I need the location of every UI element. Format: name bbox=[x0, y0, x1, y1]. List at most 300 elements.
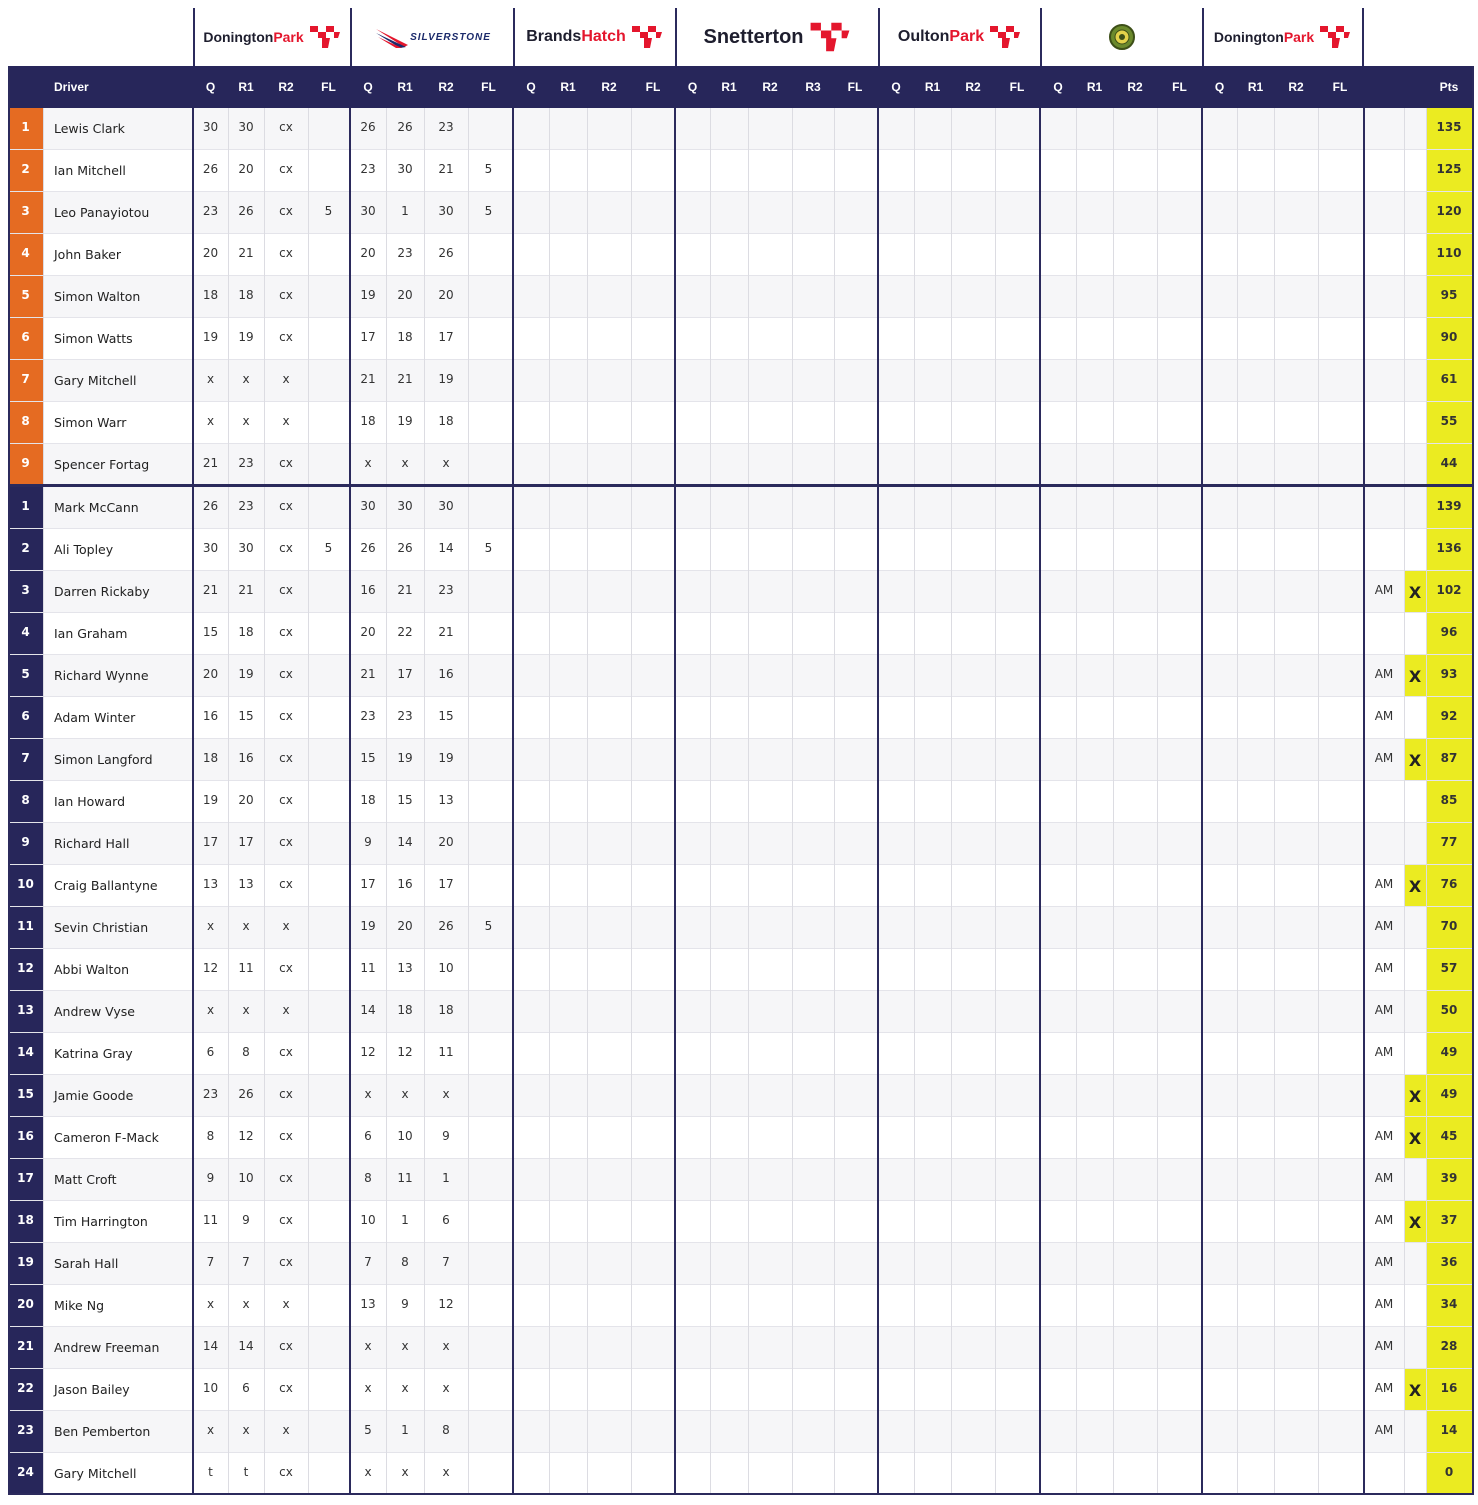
result-cell: x bbox=[282, 919, 290, 933]
column-header-q: Q bbox=[687, 80, 698, 94]
points-total: 61 bbox=[1426, 360, 1472, 402]
points-total: 96 bbox=[1426, 613, 1472, 655]
x-mark bbox=[1404, 192, 1426, 234]
result-cell bbox=[468, 1285, 509, 1327]
result-cell bbox=[308, 823, 349, 865]
result-cell: 11 bbox=[397, 1171, 413, 1185]
x-mark bbox=[1404, 318, 1426, 360]
column-divider bbox=[308, 108, 309, 1493]
points-total: 36 bbox=[1426, 1243, 1472, 1285]
am-badge: AM bbox=[1374, 961, 1394, 975]
am-badge bbox=[1364, 402, 1404, 444]
driver-name: Matt Croft bbox=[54, 1172, 117, 1187]
points-total: 37 bbox=[1426, 1201, 1472, 1243]
result-cell: x bbox=[242, 919, 250, 933]
position-number: 9 bbox=[8, 444, 43, 486]
x-mark bbox=[1404, 613, 1426, 655]
column-header-fl: FL bbox=[481, 80, 496, 94]
am-badge: AM bbox=[1374, 1339, 1394, 1353]
result-cell bbox=[468, 1243, 509, 1285]
points-total: 125 bbox=[1426, 150, 1472, 192]
venue-name-text: SILVERSTONE bbox=[410, 31, 491, 43]
result-cell: 18 bbox=[397, 330, 413, 344]
result-cell: 20 bbox=[202, 667, 219, 681]
result-cell bbox=[308, 276, 349, 318]
result-cell bbox=[308, 1243, 349, 1285]
column-divider bbox=[1113, 108, 1114, 1493]
position-number: 6 bbox=[8, 318, 43, 360]
position-number: 2 bbox=[8, 150, 43, 192]
position-number: 6 bbox=[8, 697, 43, 739]
venue-name bbox=[704, 20, 852, 54]
column-divider bbox=[1237, 108, 1238, 1493]
result-cell: 19 bbox=[360, 288, 376, 302]
result-cell: cx bbox=[279, 877, 293, 891]
result-cell: 15 bbox=[360, 751, 376, 765]
result-cell bbox=[308, 991, 349, 1033]
result-cell bbox=[468, 1033, 509, 1075]
result-cell: cx bbox=[279, 751, 293, 765]
result-cell: 5 bbox=[484, 162, 493, 176]
result-cell bbox=[308, 1033, 349, 1075]
table-right-border bbox=[1472, 66, 1474, 1495]
result-cell: x bbox=[364, 1087, 372, 1101]
result-cell: 16 bbox=[438, 667, 454, 681]
result-cell: 26 bbox=[438, 919, 454, 933]
x-mark: X bbox=[1404, 739, 1426, 781]
result-cell bbox=[308, 739, 349, 781]
column-divider bbox=[674, 108, 676, 1493]
driver-name: Cameron F-Mack bbox=[54, 1130, 159, 1145]
x-mark: X bbox=[1404, 571, 1426, 613]
result-cell: 6 bbox=[206, 1045, 215, 1059]
column-header-q: Q bbox=[1053, 80, 1063, 94]
result-cell: 1 bbox=[401, 204, 409, 218]
result-cell: x bbox=[206, 372, 215, 386]
driver-name: Darren Rickaby bbox=[54, 584, 150, 599]
result-cell bbox=[468, 234, 509, 276]
result-cell: 8 bbox=[364, 1171, 372, 1185]
driver-name: Jason Bailey bbox=[54, 1382, 130, 1397]
venue-name-dark: Snetterton bbox=[703, 25, 804, 48]
points-total: 45 bbox=[1426, 1117, 1472, 1159]
result-cell: 8 bbox=[242, 1045, 250, 1059]
points-total: 85 bbox=[1426, 781, 1472, 823]
result-cell: cx bbox=[279, 541, 293, 555]
result-cell bbox=[468, 402, 509, 444]
result-cell: x bbox=[442, 1381, 450, 1395]
result-cell: cx bbox=[279, 1171, 293, 1185]
am-badge bbox=[1364, 192, 1404, 234]
result-cell: 8 bbox=[442, 1423, 450, 1437]
result-cell: x bbox=[364, 1381, 372, 1395]
result-cell: 16 bbox=[360, 583, 376, 597]
driver-name: Ben Pemberton bbox=[54, 1424, 151, 1439]
silverstone-arrow-icon bbox=[374, 25, 410, 49]
result-cell: 15 bbox=[397, 793, 413, 807]
am-badge: AM bbox=[1374, 709, 1394, 723]
position-number: 1 bbox=[8, 487, 43, 529]
am-badge: AM bbox=[1374, 1129, 1394, 1143]
result-cell bbox=[468, 949, 509, 991]
result-cell: x bbox=[282, 1297, 290, 1311]
result-cell: 23 bbox=[397, 709, 413, 723]
result-cell: cx bbox=[279, 1465, 293, 1479]
result-cell: 23 bbox=[202, 204, 219, 218]
column-header-r1: R1 bbox=[721, 80, 737, 94]
position-number: 10 bbox=[8, 865, 43, 907]
am-badge: AM bbox=[1374, 1003, 1394, 1017]
result-cell: 14 bbox=[202, 1339, 219, 1353]
result-cell: 20 bbox=[397, 919, 413, 933]
result-cell: x bbox=[442, 1339, 450, 1353]
result-cell: 11 bbox=[202, 1213, 219, 1227]
result-cell: 15 bbox=[238, 709, 254, 723]
result-cell bbox=[468, 823, 509, 865]
position-number: 4 bbox=[8, 613, 43, 655]
venue-name bbox=[526, 24, 664, 50]
x-mark bbox=[1404, 402, 1426, 444]
result-cell: 1 bbox=[401, 1423, 409, 1437]
driver-name: Sarah Hall bbox=[54, 1256, 119, 1271]
points-total: 93 bbox=[1426, 655, 1472, 697]
column-header-q: Q bbox=[891, 80, 901, 94]
result-cell: 13 bbox=[397, 961, 413, 975]
result-cell bbox=[468, 1453, 509, 1495]
result-cell: 13 bbox=[238, 877, 254, 891]
x-mark bbox=[1404, 991, 1426, 1033]
result-cell: 14 bbox=[238, 1339, 254, 1353]
am-badge bbox=[1364, 487, 1404, 529]
position-number: 3 bbox=[8, 571, 43, 613]
driver-name: Tim Harrington bbox=[54, 1214, 148, 1229]
column-header-driver: Driver bbox=[54, 80, 89, 94]
result-cell: 26 bbox=[202, 499, 219, 513]
result-cell bbox=[468, 444, 509, 486]
column-divider bbox=[834, 108, 835, 1493]
result-cell: 9 bbox=[242, 1213, 250, 1227]
column-header-r1: R1 bbox=[1086, 80, 1103, 94]
venue-name bbox=[898, 24, 1022, 50]
result-cell: 8 bbox=[401, 1255, 409, 1269]
driver-name: Ian Howard bbox=[54, 794, 126, 809]
driver-name: Simon Walton bbox=[54, 289, 141, 304]
result-cell bbox=[308, 1075, 349, 1117]
column-divider bbox=[710, 108, 711, 1493]
points-total: 92 bbox=[1426, 697, 1472, 739]
column-divider bbox=[877, 108, 879, 1493]
result-cell: 21 bbox=[238, 246, 254, 260]
result-cell: 12 bbox=[438, 1297, 454, 1311]
result-cell: 18 bbox=[202, 751, 219, 765]
position-number: 8 bbox=[8, 402, 43, 444]
column-header-fl: FL bbox=[321, 80, 336, 94]
result-cell bbox=[468, 1369, 509, 1411]
result-cell: 26 bbox=[360, 120, 376, 134]
result-cell: cx bbox=[279, 1045, 293, 1059]
result-cell: 12 bbox=[238, 1129, 254, 1143]
result-cell: 5 bbox=[484, 919, 493, 933]
am-badge: AM bbox=[1374, 1171, 1394, 1185]
driver-name: Richard Hall bbox=[54, 836, 130, 851]
result-cell: x bbox=[282, 414, 290, 428]
x-mark bbox=[1404, 823, 1426, 865]
result-cell: x bbox=[206, 919, 215, 933]
result-cell bbox=[468, 991, 509, 1033]
points-total: 136 bbox=[1426, 529, 1472, 571]
column-divider bbox=[951, 108, 952, 1493]
result-cell: 10 bbox=[360, 1213, 376, 1227]
result-cell: 14 bbox=[397, 835, 413, 849]
result-cell: 30 bbox=[360, 499, 376, 513]
points-total: 34 bbox=[1426, 1285, 1472, 1327]
result-cell: x bbox=[206, 1003, 215, 1017]
am-badge bbox=[1364, 823, 1404, 865]
column-divider bbox=[228, 108, 229, 1493]
result-cell: 19 bbox=[202, 793, 219, 807]
result-cell: 14 bbox=[438, 541, 454, 555]
result-cell: 18 bbox=[202, 288, 219, 302]
points-total: 77 bbox=[1426, 823, 1472, 865]
venue-logo-3 bbox=[513, 8, 675, 66]
result-cell: 19 bbox=[438, 751, 454, 765]
result-cell bbox=[468, 318, 509, 360]
result-cell: cx bbox=[279, 456, 293, 470]
points-total: 16 bbox=[1426, 1369, 1472, 1411]
result-cell: 26 bbox=[397, 541, 413, 555]
chequered-flag-icon bbox=[1318, 24, 1352, 50]
venue-badge-icon bbox=[1108, 23, 1136, 51]
result-cell: x bbox=[242, 1003, 250, 1017]
points-total: 90 bbox=[1426, 318, 1472, 360]
result-cell: cx bbox=[279, 120, 293, 134]
result-cell bbox=[308, 865, 349, 907]
result-cell: 26 bbox=[438, 246, 454, 260]
result-cell: 5 bbox=[484, 541, 493, 555]
result-cell: x bbox=[282, 1003, 290, 1017]
result-cell: 19 bbox=[397, 751, 413, 765]
result-cell: cx bbox=[279, 246, 293, 260]
result-cell: x bbox=[401, 1087, 409, 1101]
result-cell: 21 bbox=[438, 625, 454, 639]
column-divider bbox=[424, 108, 425, 1493]
venue-name bbox=[374, 25, 491, 49]
venue-logo-1 bbox=[193, 8, 350, 66]
x-mark bbox=[1404, 1243, 1426, 1285]
result-cell: x bbox=[401, 1381, 409, 1395]
result-cell: t bbox=[243, 1465, 249, 1479]
position-number: 16 bbox=[8, 1117, 43, 1159]
result-cell: 6 bbox=[364, 1129, 372, 1143]
position-number: 18 bbox=[8, 1201, 43, 1243]
result-cell: 15 bbox=[438, 709, 454, 723]
x-mark bbox=[1404, 1159, 1426, 1201]
driver-name: Andrew Vyse bbox=[54, 1004, 135, 1019]
venue-name-dark: Donington bbox=[203, 29, 274, 45]
am-badge: AM bbox=[1374, 667, 1394, 681]
result-cell: 16 bbox=[238, 751, 254, 765]
venue-name bbox=[203, 24, 341, 50]
result-cell: 17 bbox=[397, 667, 413, 681]
result-cell: 1 bbox=[401, 1213, 409, 1227]
result-cell: cx bbox=[279, 667, 293, 681]
am-badge: AM bbox=[1374, 1381, 1394, 1395]
result-cell: 20 bbox=[397, 288, 413, 302]
column-divider bbox=[1363, 108, 1365, 1493]
column-header-q: Q bbox=[526, 80, 536, 94]
result-cell: 30 bbox=[202, 541, 219, 555]
result-cell: 17 bbox=[238, 835, 254, 849]
result-cell: 21 bbox=[360, 667, 376, 681]
am-badge: AM bbox=[1374, 1255, 1394, 1269]
column-divider bbox=[631, 108, 632, 1493]
driver-name: Ian Mitchell bbox=[54, 163, 126, 178]
column-header-pts: Pts bbox=[1439, 80, 1459, 94]
result-cell: cx bbox=[279, 709, 293, 723]
result-cell: 23 bbox=[438, 583, 454, 597]
result-cell: x bbox=[206, 414, 215, 428]
venue-name-red: Park bbox=[1283, 29, 1315, 45]
column-divider bbox=[264, 108, 265, 1493]
x-mark bbox=[1404, 1453, 1426, 1495]
points-total: 95 bbox=[1426, 276, 1472, 318]
result-cell: cx bbox=[279, 583, 293, 597]
result-cell bbox=[308, 444, 349, 486]
result-cell: 21 bbox=[438, 162, 454, 176]
result-cell: 5 bbox=[324, 541, 333, 555]
result-cell: cx bbox=[279, 961, 293, 975]
venue-logo-6 bbox=[1040, 8, 1202, 66]
result-cell bbox=[308, 1201, 349, 1243]
result-cell: 30 bbox=[397, 162, 413, 176]
driver-name: Simon Warr bbox=[54, 415, 127, 430]
column-header-q: Q bbox=[205, 80, 216, 94]
result-cell bbox=[308, 1117, 349, 1159]
result-cell: 19 bbox=[202, 330, 219, 344]
column-divider bbox=[914, 108, 915, 1493]
result-cell: x bbox=[242, 1423, 250, 1437]
result-cell: 18 bbox=[438, 414, 454, 428]
position-number: 23 bbox=[8, 1411, 43, 1453]
driver-name: Gary Mitchell bbox=[54, 1466, 137, 1481]
x-mark bbox=[1404, 907, 1426, 949]
column-divider bbox=[1426, 108, 1427, 1493]
result-cell bbox=[308, 571, 349, 613]
result-cell bbox=[468, 276, 509, 318]
result-cell bbox=[308, 1285, 349, 1327]
result-cell: 13 bbox=[202, 877, 219, 891]
driver-name: Craig Ballantyne bbox=[54, 878, 158, 893]
result-cell bbox=[308, 1369, 349, 1411]
result-cell: 23 bbox=[202, 1087, 219, 1101]
driver-name: John Baker bbox=[54, 247, 122, 262]
result-cell: 20 bbox=[202, 246, 219, 260]
result-cell: 21 bbox=[397, 372, 413, 386]
column-header-q: Q bbox=[363, 80, 373, 94]
result-cell: 12 bbox=[202, 961, 219, 975]
driver-name: Mark McCann bbox=[54, 500, 139, 515]
result-cell bbox=[308, 1159, 349, 1201]
column-header-r1: R1 bbox=[1247, 80, 1264, 94]
driver-name: Jamie Goode bbox=[54, 1088, 134, 1103]
result-cell bbox=[468, 360, 509, 402]
result-cell: cx bbox=[279, 793, 293, 807]
x-mark bbox=[1404, 949, 1426, 991]
result-cell bbox=[308, 907, 349, 949]
result-cell: 30 bbox=[238, 120, 254, 134]
result-cell: 30 bbox=[397, 499, 413, 513]
result-cell bbox=[468, 571, 509, 613]
position-number: 9 bbox=[8, 823, 43, 865]
am-badge: AM bbox=[1374, 1423, 1394, 1437]
points-total: 135 bbox=[1426, 108, 1472, 150]
result-cell bbox=[308, 1327, 349, 1369]
result-cell: 21 bbox=[360, 372, 376, 386]
column-divider bbox=[512, 108, 514, 1493]
result-cell: 8 bbox=[206, 1129, 215, 1143]
points-total: 28 bbox=[1426, 1327, 1472, 1369]
x-mark bbox=[1404, 1285, 1426, 1327]
points-total: 110 bbox=[1426, 234, 1472, 276]
result-cell: x bbox=[442, 1087, 450, 1101]
result-cell: cx bbox=[279, 204, 293, 218]
venue-logo-7 bbox=[1202, 8, 1364, 66]
column-header-r2: R2 bbox=[1288, 80, 1304, 94]
result-cell: x bbox=[364, 1339, 372, 1353]
result-cell: 9 bbox=[364, 835, 372, 849]
am-badge: AM bbox=[1374, 919, 1394, 933]
result-cell bbox=[468, 1075, 509, 1117]
x-mark bbox=[1404, 360, 1426, 402]
driver-name: Katrina Gray bbox=[54, 1046, 133, 1061]
result-cell: 30 bbox=[202, 120, 219, 134]
column-divider bbox=[1274, 108, 1275, 1493]
result-cell: 17 bbox=[360, 330, 376, 344]
result-cell: x bbox=[401, 456, 409, 470]
result-cell: x bbox=[442, 1465, 450, 1479]
result-cell bbox=[308, 234, 349, 276]
position-number: 5 bbox=[8, 655, 43, 697]
driver-name: Gary Mitchell bbox=[54, 373, 137, 388]
class-divider bbox=[8, 484, 1474, 487]
result-cell: 19 bbox=[238, 667, 254, 681]
column-header-fl: FL bbox=[1172, 80, 1187, 94]
position-number: 24 bbox=[8, 1453, 43, 1495]
result-cell: 17 bbox=[202, 835, 219, 849]
position-number: 7 bbox=[8, 360, 43, 402]
result-cell: 18 bbox=[360, 793, 376, 807]
result-cell: 10 bbox=[397, 1129, 413, 1143]
column-divider bbox=[549, 108, 550, 1493]
result-cell: cx bbox=[279, 1339, 293, 1353]
x-mark: X bbox=[1404, 1201, 1426, 1243]
column-divider bbox=[43, 108, 44, 1493]
result-cell bbox=[308, 487, 349, 529]
result-cell: 23 bbox=[238, 499, 254, 513]
result-cell: 13 bbox=[438, 793, 454, 807]
column-divider bbox=[1404, 108, 1405, 1493]
result-cell bbox=[468, 739, 509, 781]
am-badge bbox=[1364, 276, 1404, 318]
column-divider bbox=[1157, 108, 1158, 1493]
position-number: 3 bbox=[8, 192, 43, 234]
result-cell: 20 bbox=[238, 162, 254, 176]
result-cell: cx bbox=[279, 625, 293, 639]
driver-name: Leo Panayiotou bbox=[54, 205, 150, 220]
result-cell bbox=[468, 1117, 509, 1159]
result-cell bbox=[468, 487, 509, 529]
result-cell bbox=[468, 1327, 509, 1369]
